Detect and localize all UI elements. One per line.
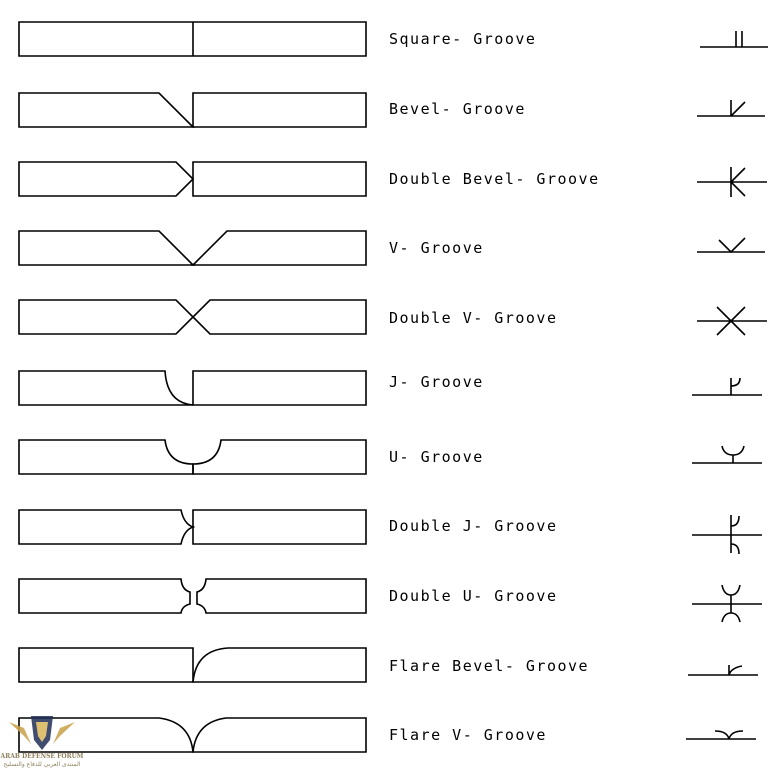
double-v-groove-label: Double V- Groove	[389, 309, 558, 327]
square-groove-joint-drawing	[19, 22, 366, 56]
row-double-bevel-groove	[19, 162, 767, 197]
v-groove-symbol	[697, 238, 765, 252]
double-u-groove-symbol	[692, 585, 762, 622]
double-j-groove-label: Double J- Groove	[389, 517, 558, 535]
flare-v-groove-label: Flare V- Groove	[389, 726, 547, 744]
row-double-u-groove	[19, 579, 762, 622]
flare-bevel-groove-symbol	[688, 665, 758, 675]
v-groove-joint-drawing	[19, 231, 366, 265]
double-v-groove-joint-drawing	[19, 300, 366, 334]
bevel-groove-symbol	[697, 100, 765, 116]
row-j-groove	[19, 371, 762, 405]
double-v-groove-symbol	[697, 307, 767, 335]
row-double-j-groove	[19, 510, 762, 554]
bevel-groove-joint-drawing	[19, 93, 366, 127]
double-u-groove-label: Double U- Groove	[389, 587, 558, 605]
double-u-groove-joint-drawing	[19, 579, 366, 613]
u-groove-joint-drawing	[19, 440, 366, 474]
flare-v-groove-joint-drawing	[19, 718, 366, 752]
double-j-groove-symbol	[692, 515, 762, 554]
row-double-v-groove	[19, 300, 767, 335]
row-square-groove	[19, 22, 768, 56]
flare-v-groove-symbol	[686, 731, 756, 739]
row-flare-v-groove	[19, 718, 756, 752]
watermark-brand-text: ARAB DEFENSE FORUM	[0, 753, 84, 760]
j-groove-symbol	[692, 378, 762, 395]
bevel-groove-label: Bevel- Groove	[389, 100, 526, 118]
square-groove-label: Square- Groove	[389, 30, 537, 48]
row-flare-bevel-groove	[19, 648, 758, 682]
watermark-subtitle-text: المنتدى العربي للدفاع والتسليح	[3, 761, 81, 768]
u-groove-label: U- Groove	[389, 448, 484, 466]
double-bevel-groove-joint-drawing	[19, 162, 366, 196]
j-groove-joint-drawing	[19, 371, 366, 405]
arab-defense-forum-watermark	[0, 716, 84, 768]
row-bevel-groove	[19, 93, 765, 127]
square-groove-symbol	[700, 31, 768, 47]
double-bevel-groove-symbol	[697, 167, 767, 197]
flare-bevel-groove-label: Flare Bevel- Groove	[389, 657, 590, 675]
u-groove-symbol	[692, 446, 762, 463]
double-bevel-groove-label: Double Bevel- Groove	[389, 170, 600, 188]
v-groove-label: V- Groove	[389, 239, 484, 257]
j-groove-label: J- Groove	[389, 373, 484, 391]
row-v-groove	[19, 231, 765, 265]
double-j-groove-joint-drawing	[19, 510, 366, 544]
flare-bevel-groove-joint-drawing	[19, 648, 366, 682]
row-u-groove	[19, 440, 762, 474]
